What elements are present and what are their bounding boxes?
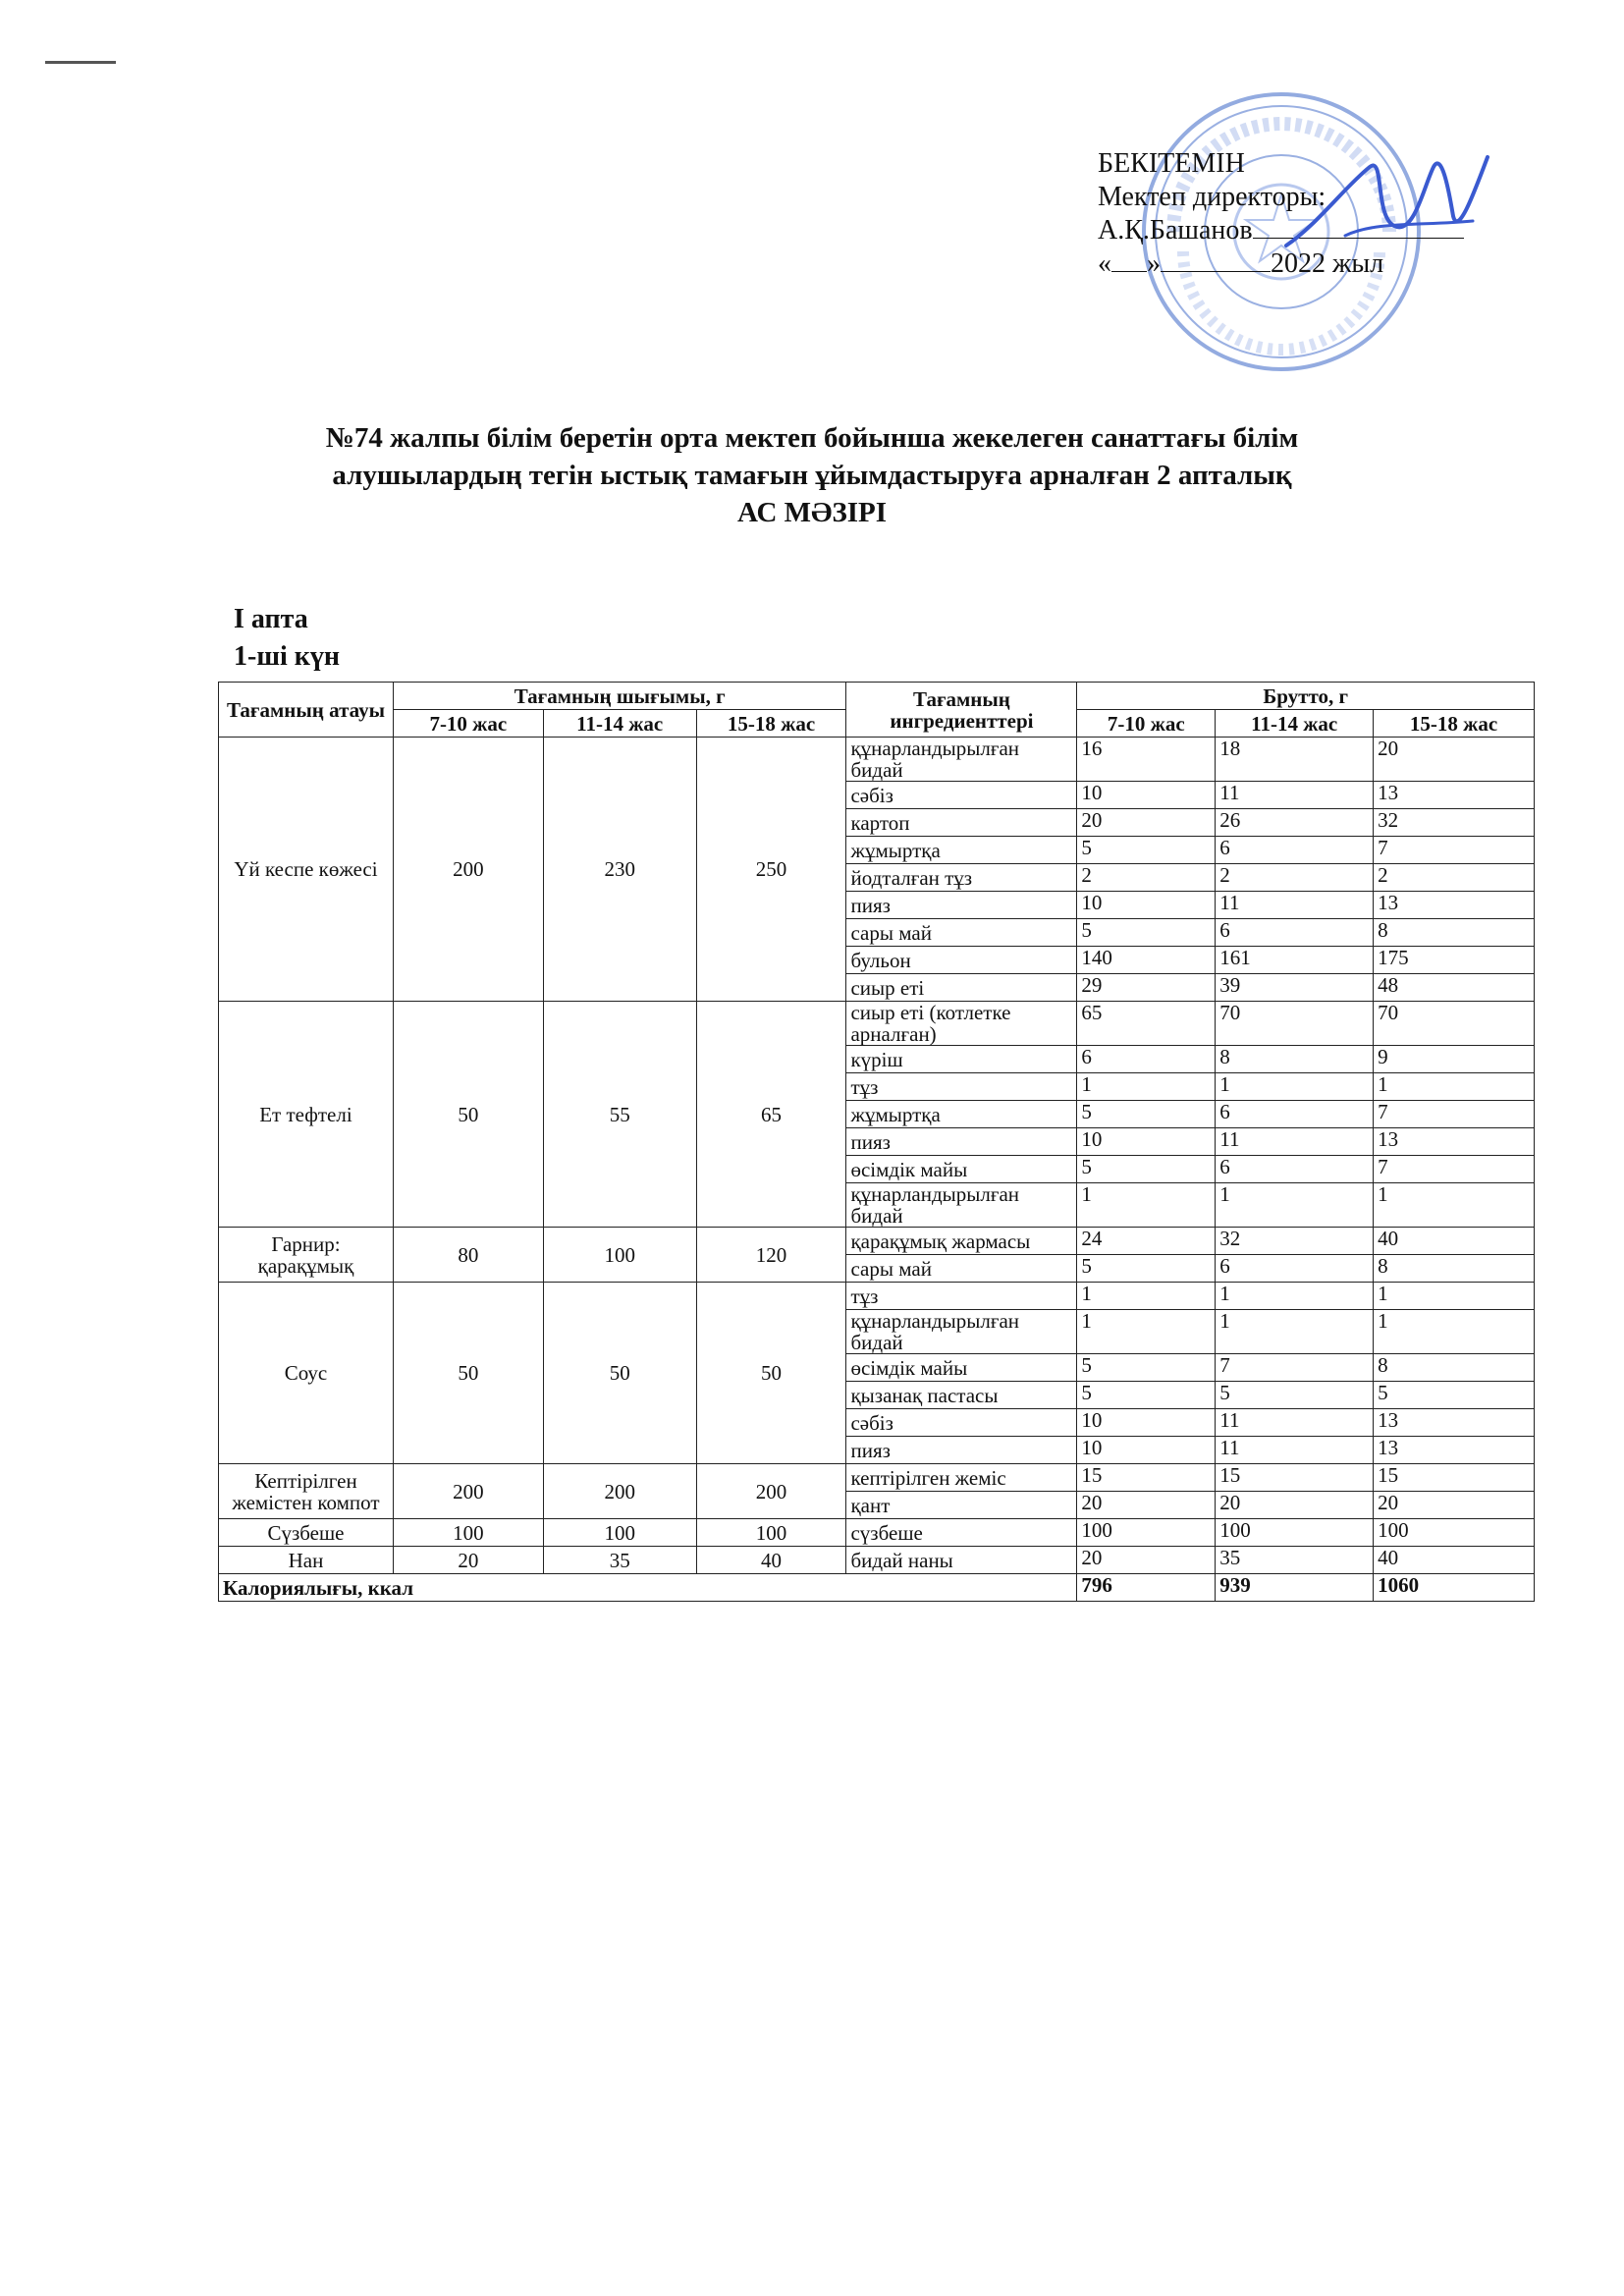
header-brutto: Брутто, г	[1077, 683, 1535, 710]
table-row	[219, 1228, 1535, 1255]
brutto-cell: 15	[1216, 1464, 1374, 1492]
dish-yield-cell: 50	[543, 1283, 696, 1464]
brutto-cell: 32	[1374, 809, 1535, 837]
total-label-cell: Калориялығы, ккал	[219, 1574, 1077, 1602]
brutto-cell: 48	[1374, 974, 1535, 1002]
brutto-cell: 100	[1216, 1519, 1374, 1547]
brutto-cell: 1	[1374, 1283, 1535, 1310]
brutto-cell: 8	[1374, 919, 1535, 947]
brutto-cell: 140	[1077, 947, 1216, 974]
brutto-cell: 1	[1077, 1310, 1216, 1354]
header-yield: Тағамның шығымы, г	[393, 683, 846, 710]
brutto-cell: 26	[1216, 809, 1374, 837]
brutto-cell: 1	[1216, 1283, 1374, 1310]
brutto-cell: 29	[1077, 974, 1216, 1002]
brutto-cell: 2	[1374, 864, 1535, 892]
brutto-cell: 10	[1077, 1437, 1216, 1464]
total-row	[219, 1574, 1535, 1602]
brutto-cell: 5	[1216, 1382, 1374, 1409]
dish-yield-cell: 100	[696, 1519, 846, 1547]
brutto-cell: 6	[1216, 919, 1374, 947]
dish-yield-cell: 50	[696, 1283, 846, 1464]
brutto-cell: 1	[1216, 1073, 1374, 1101]
dish-yield-cell: 200	[696, 1464, 846, 1519]
ingredient-name-cell: қызанақ пастасы	[846, 1382, 1077, 1409]
brutto-cell: 11	[1216, 782, 1374, 809]
header-ingredients: Тағамның ингредиенттері	[846, 683, 1077, 738]
brutto-cell: 1	[1374, 1310, 1535, 1354]
total-value-cell: 939	[1216, 1574, 1374, 1602]
signature-icon	[1276, 128, 1502, 285]
table-row	[219, 1464, 1535, 1492]
approval-position: Мектеп директоры:	[1098, 182, 1326, 212]
brutto-cell: 20	[1077, 809, 1216, 837]
dish-yield-cell: 230	[543, 738, 696, 1002]
title-line-2: алушылардың тегін ыстық тамағын ұйымдастыруға арналған 2 апталық	[332, 460, 1292, 491]
dish-name-cell: Гарнир: қарақұмық	[219, 1228, 394, 1283]
brutto-cell: 6	[1216, 1156, 1374, 1183]
dish-name-cell: Ет тефтелі	[219, 1002, 394, 1228]
title-line-1: №74 жалпы білім беретін орта мектеп бойынша жекелеген санаттағы білім	[325, 422, 1299, 454]
brutto-cell: 13	[1374, 892, 1535, 919]
brutto-cell: 2	[1216, 864, 1374, 892]
dish-yield-cell: 40	[696, 1547, 846, 1574]
brutto-cell: 18	[1216, 738, 1374, 782]
ingredient-name-cell: бидай наны	[846, 1547, 1077, 1574]
dish-yield-cell: 200	[393, 738, 543, 1002]
brutto-cell: 20	[1077, 1492, 1216, 1519]
brutto-cell: 1	[1374, 1183, 1535, 1228]
ingredient-name-cell: қарақұмық жармасы	[846, 1228, 1077, 1255]
brutto-cell: 32	[1216, 1228, 1374, 1255]
brutto-cell: 1	[1077, 1183, 1216, 1228]
brutto-cell: 8	[1216, 1046, 1374, 1073]
scan-mark	[45, 61, 116, 64]
ingredient-name-cell: өсімдік майы	[846, 1156, 1077, 1183]
ingredient-name-cell: құнарландырылған бидай	[846, 1183, 1077, 1228]
ingredient-name-cell: сиыр еті	[846, 974, 1077, 1002]
brutto-cell: 20	[1077, 1547, 1216, 1574]
brutto-cell: 5	[1077, 1101, 1216, 1128]
total-value-cell: 1060	[1374, 1574, 1535, 1602]
ingredient-name-cell: сәбіз	[846, 1409, 1077, 1437]
dish-yield-cell: 200	[393, 1464, 543, 1519]
ingredient-name-cell: өсімдік майы	[846, 1354, 1077, 1382]
ingredient-name-cell: жұмыртқа	[846, 837, 1077, 864]
ingredient-name-cell: сары май	[846, 1255, 1077, 1283]
brutto-cell: 15	[1077, 1464, 1216, 1492]
header-brutto-age1: 7-10 жас	[1077, 710, 1216, 738]
header-yield-age1: 7-10 жас	[393, 710, 543, 738]
brutto-cell: 10	[1077, 782, 1216, 809]
dish-name-cell: Соус	[219, 1283, 394, 1464]
brutto-cell: 9	[1374, 1046, 1535, 1073]
ingredient-name-cell: сиыр еті (котлетке арналған)	[846, 1002, 1077, 1046]
dish-yield-cell: 200	[543, 1464, 696, 1519]
dish-name-cell: Кептірілген жемістен компот	[219, 1464, 394, 1519]
dish-name-cell: Үй кеспе көжесі	[219, 738, 394, 1002]
brutto-cell: 1	[1374, 1073, 1535, 1101]
title-line-3: АС МӘЗІРІ	[736, 497, 888, 528]
table-row	[219, 1283, 1535, 1310]
brutto-cell: 5	[1077, 1255, 1216, 1283]
brutto-cell: 13	[1374, 1437, 1535, 1464]
brutto-cell: 40	[1374, 1547, 1535, 1574]
brutto-cell: 100	[1077, 1519, 1216, 1547]
brutto-cell: 39	[1216, 974, 1374, 1002]
menu-table-body	[219, 738, 1535, 1602]
dish-name-cell: Сүзбеше	[219, 1519, 394, 1547]
brutto-cell: 6	[1077, 1046, 1216, 1073]
brutto-cell: 35	[1216, 1547, 1374, 1574]
dish-yield-cell: 250	[696, 738, 846, 1002]
approval-year: 2022 жыл	[1271, 248, 1384, 279]
brutto-cell: 10	[1077, 892, 1216, 919]
brutto-cell: 65	[1077, 1002, 1216, 1046]
week-day-heading	[234, 601, 340, 676]
dish-yield-cell: 100	[543, 1519, 696, 1547]
table-row	[219, 1547, 1535, 1574]
ingredient-name-cell: картоп	[846, 809, 1077, 837]
brutto-cell: 10	[1077, 1128, 1216, 1156]
brutto-cell: 1	[1077, 1073, 1216, 1101]
week-label: I апта	[234, 604, 308, 634]
header-dish-name: Тағамның атауы	[219, 683, 394, 738]
ingredient-name-cell: күріш	[846, 1046, 1077, 1073]
brutto-cell: 100	[1374, 1519, 1535, 1547]
brutto-cell: 1	[1077, 1283, 1216, 1310]
brutto-cell: 161	[1216, 947, 1374, 974]
dish-yield-cell: 65	[696, 1002, 846, 1228]
brutto-cell: 5	[1077, 919, 1216, 947]
header-brutto-age3: 15-18 жас	[1374, 710, 1535, 738]
menu-table	[218, 682, 1535, 1602]
brutto-cell: 6	[1216, 1101, 1374, 1128]
brutto-cell: 6	[1216, 1255, 1374, 1283]
ingredient-name-cell: сәбіз	[846, 782, 1077, 809]
ingredient-name-cell: пияз	[846, 1128, 1077, 1156]
brutto-cell: 70	[1374, 1002, 1535, 1046]
approval-name: А.Қ.Башанов	[1098, 215, 1253, 246]
brutto-cell: 11	[1216, 892, 1374, 919]
brutto-cell: 5	[1077, 1382, 1216, 1409]
brutto-cell: 16	[1077, 738, 1216, 782]
brutto-cell: 11	[1216, 1437, 1374, 1464]
brutto-cell: 20	[1374, 738, 1535, 782]
table-row	[219, 1002, 1535, 1046]
header-yield-age3: 15-18 жас	[696, 710, 846, 738]
dish-yield-cell: 120	[696, 1228, 846, 1283]
brutto-cell: 5	[1077, 837, 1216, 864]
dish-yield-cell: 100	[393, 1519, 543, 1547]
header-row-1	[219, 683, 1535, 710]
brutto-cell: 8	[1374, 1255, 1535, 1283]
brutto-cell: 11	[1216, 1409, 1374, 1437]
dish-name-cell: Нан	[219, 1547, 394, 1574]
brutto-cell: 7	[1374, 837, 1535, 864]
dish-yield-cell: 100	[543, 1228, 696, 1283]
date-open-quote: «	[1098, 248, 1111, 279]
ingredient-name-cell: қант	[846, 1492, 1077, 1519]
ingredient-name-cell: тұз	[846, 1073, 1077, 1101]
dish-yield-cell: 80	[393, 1228, 543, 1283]
ingredient-name-cell: сары май	[846, 919, 1077, 947]
brutto-cell: 20	[1216, 1492, 1374, 1519]
ingredient-name-cell: сүзбеше	[846, 1519, 1077, 1547]
dish-yield-cell: 20	[393, 1547, 543, 1574]
brutto-cell: 6	[1216, 837, 1374, 864]
table-row	[219, 738, 1535, 782]
ingredient-name-cell: жұмыртқа	[846, 1101, 1077, 1128]
ingredient-name-cell: пияз	[846, 1437, 1077, 1464]
header-yield-age2: 11-14 жас	[543, 710, 696, 738]
brutto-cell: 5	[1374, 1382, 1535, 1409]
brutto-cell: 5	[1077, 1156, 1216, 1183]
brutto-cell: 8	[1374, 1354, 1535, 1382]
brutto-cell: 40	[1374, 1228, 1535, 1255]
table-row	[219, 1519, 1535, 1547]
approval-title: БЕКІТЕМІН	[1098, 148, 1245, 179]
ingredient-name-cell: бульон	[846, 947, 1077, 974]
ingredient-name-cell: құнарландырылған бидай	[846, 1310, 1077, 1354]
ingredient-name-cell: кептірілген жеміс	[846, 1464, 1077, 1492]
brutto-cell: 15	[1374, 1464, 1535, 1492]
brutto-cell: 24	[1077, 1228, 1216, 1255]
brutto-cell: 70	[1216, 1002, 1374, 1046]
brutto-cell: 7	[1374, 1156, 1535, 1183]
document-title	[0, 419, 1624, 531]
ingredient-name-cell: пияз	[846, 892, 1077, 919]
brutto-cell: 2	[1077, 864, 1216, 892]
brutto-cell: 10	[1077, 1409, 1216, 1437]
brutto-cell: 20	[1374, 1492, 1535, 1519]
dish-yield-cell: 55	[543, 1002, 696, 1228]
brutto-cell: 13	[1374, 1128, 1535, 1156]
dish-yield-cell: 50	[393, 1002, 543, 1228]
brutto-cell: 5	[1077, 1354, 1216, 1382]
brutto-cell: 11	[1216, 1128, 1374, 1156]
brutto-cell: 1	[1216, 1183, 1374, 1228]
brutto-cell: 7	[1216, 1354, 1374, 1382]
ingredient-name-cell: тұз	[846, 1283, 1077, 1310]
brutto-cell: 13	[1374, 1409, 1535, 1437]
brutto-cell: 13	[1374, 782, 1535, 809]
date-close-quote: »	[1147, 248, 1161, 279]
total-value-cell: 796	[1077, 1574, 1216, 1602]
brutto-cell: 1	[1216, 1310, 1374, 1354]
dish-yield-cell: 50	[393, 1283, 543, 1464]
ingredient-name-cell: йодталған тұз	[846, 864, 1077, 892]
header-brutto-age2: 11-14 жас	[1216, 710, 1374, 738]
dish-yield-cell: 35	[543, 1547, 696, 1574]
ingredient-name-cell: құнарландырылған бидай	[846, 738, 1077, 782]
day-label: 1-ші күн	[234, 641, 341, 672]
brutto-cell: 7	[1374, 1101, 1535, 1128]
brutto-cell: 175	[1374, 947, 1535, 974]
